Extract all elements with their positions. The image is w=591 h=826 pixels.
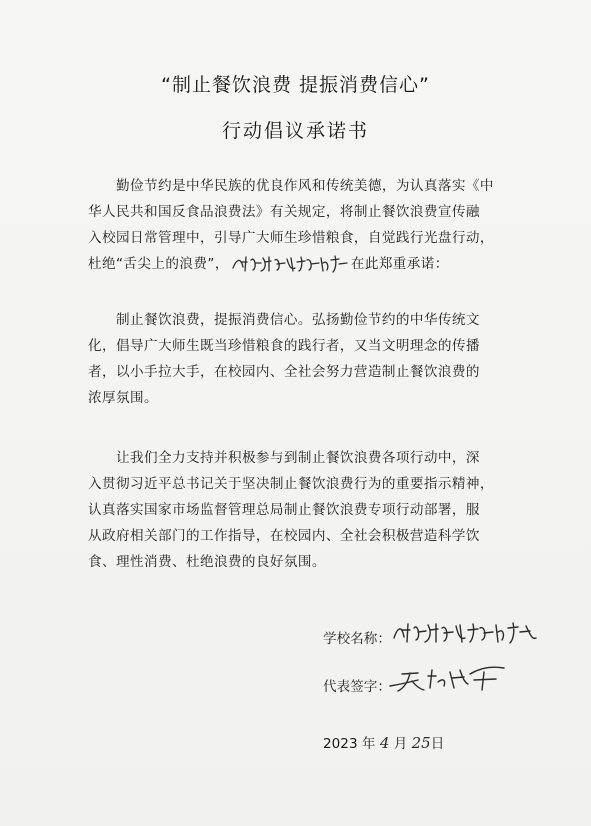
paragraph-3-line-5: 食、理性消费、杜绝浪费的良好氛围。 bbox=[88, 554, 326, 570]
paragraph-3-line-3: 认真落实国家市场监督管理总局制止餐饮浪费专项行动部署，服 bbox=[88, 502, 480, 518]
paragraph-2-line-1: 制止餐饮浪费，提振消费信心。弘扬勤俭节约的中华传统文 bbox=[116, 312, 480, 328]
date-month-handwritten: 4 bbox=[379, 734, 390, 752]
paragraph-1-line-4 bbox=[88, 251, 524, 277]
date-month-label: 月 bbox=[393, 736, 408, 752]
paragraph-1-line-3: 入校园日常管理中，引导广大师生珍惜粮食，自觉践行光盘行动， bbox=[88, 230, 494, 246]
handwritten-representative-signature bbox=[388, 664, 518, 698]
date-day-label: 日 bbox=[430, 736, 445, 752]
paragraph-3-line-4: 从政府相关部门的工作指导，在校园内、全社会积极营造科学饮 bbox=[88, 528, 480, 544]
paragraph-1-line-2: 华人民共和国反食品浪费法》有关规定，将制止餐饮浪费宣传融 bbox=[88, 204, 480, 220]
document-subtitle: 行动倡议承诺书 bbox=[221, 120, 369, 142]
school-name-label: 学校名称： bbox=[323, 631, 391, 647]
paragraph-2-line-2: 化，倡导广大师生既当珍惜粮食的践行者，又当文明理念的传播 bbox=[88, 338, 480, 354]
paragraph-2-line-3: 者，以小手拉大手，在校园内、全社会努力营造制止餐饮浪费的 bbox=[88, 364, 480, 380]
date-line bbox=[323, 732, 444, 752]
paragraph-3-line-1: 让我们全力支持并积极参与到制止餐饮浪费各项行动中，深 bbox=[116, 450, 480, 466]
date-year: 2023 年 bbox=[323, 736, 376, 752]
paragraph-3-line-2: 入贯彻习近平总书记关于坚决制止餐饮浪费行为的重要指示精神， bbox=[88, 476, 494, 492]
paragraph-1-line-4-end: 在此郑重承诺： bbox=[350, 256, 449, 272]
representative-signature-label: 代表签字： bbox=[323, 679, 391, 695]
handwritten-school-name bbox=[390, 620, 540, 648]
paragraph-1-line-4-start: 杜绝“舌尖上的浪费”， bbox=[88, 256, 229, 272]
paragraph-1-line-1: 勤俭节约是中华民族的优良作风和传统美德，为认真落实《中 bbox=[116, 178, 494, 194]
paragraph-1 bbox=[88, 173, 524, 277]
document-title: “制止餐饮浪费 提振消费信心” bbox=[161, 74, 430, 96]
paragraph-2 bbox=[88, 307, 524, 411]
paragraph-3 bbox=[88, 445, 524, 575]
date-day-handwritten: 25 bbox=[411, 734, 431, 752]
paragraph-2-line-4: 浓厚氛围。 bbox=[88, 390, 158, 406]
handwritten-school-name-signature bbox=[231, 254, 349, 274]
